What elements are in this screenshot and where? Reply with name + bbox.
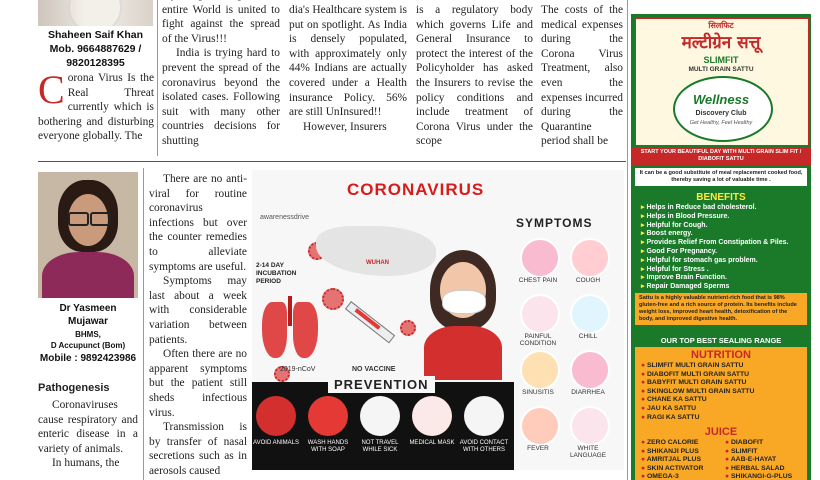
paragraph: Symptoms may last about a week with considerable variation between patients. xyxy=(149,275,247,346)
article-column-5 xyxy=(541,3,623,149)
incubation-label: 2-14 DAY INCUBATION PERIOD xyxy=(256,262,297,285)
paragraph: is a regulatory body which governs Life and General Insurance to protect the interest of the Policyholder has asked the Insurers to revise the policy conditions and include treatment of Corona Virus under the scope xyxy=(416,4,533,148)
infographic-title: CORONAVIRUS xyxy=(347,180,485,199)
paragraph: Often there are no apparent symptoms but the patient still sheds infectious virus. xyxy=(149,348,247,419)
benefits-title: BENEFITS xyxy=(696,192,746,203)
juice-item: ● ZERO CALORIE xyxy=(641,439,721,448)
author-name-2: Mujawar xyxy=(67,316,108,327)
benefit-item: ▸ Boost energy. xyxy=(641,230,811,239)
paragraph: entire World is united to fight against the spread of the Virus!!! xyxy=(162,3,280,45)
no-travel-icon xyxy=(360,396,400,436)
paragraph: However, Insurers xyxy=(303,120,387,133)
virus-icon xyxy=(400,320,416,336)
column-rule xyxy=(627,0,628,480)
syringe-icon xyxy=(345,301,395,343)
prevention-label: AVOID CONTACT WITH OTHERS xyxy=(459,440,509,453)
sattu-advertisement xyxy=(631,14,811,480)
nutrition-item: ● SKINGLOW MULTI GRAIN SATTU xyxy=(641,388,807,397)
juice-item: ● SHIKANGI-G-PLUS xyxy=(725,473,805,480)
fever-icon xyxy=(520,406,560,446)
wuhan-label: WUHAN xyxy=(366,260,389,266)
cough-icon xyxy=(570,238,610,278)
symptom-label: PAINFUL CONDITION xyxy=(519,333,557,347)
ncov-label: 2019-nCoV xyxy=(280,366,316,373)
juice-item: ● DIABOFIT xyxy=(725,439,805,448)
paragraph: The costs of the medical expenses during the Corona Virus Treatment, also even the expenses incurred during the Quarantine period shall be xyxy=(541,4,623,148)
paragraph: In humans, the xyxy=(52,457,120,470)
paragraph: There are no anti-viral for routine coronavirus infections but over the counter remedies to alleviate symptoms are useful. xyxy=(149,173,247,273)
nutrition-item: ● CHANE KA SATTU xyxy=(641,396,807,405)
range-title: OUR TOP BEST SEALING RANGE xyxy=(660,336,782,345)
brand-title: मल्टीग्रेन सत्तू xyxy=(681,33,761,53)
medical-mask-icon xyxy=(412,396,452,436)
multigrain-label: MULTI GRAIN SATTU xyxy=(688,66,754,73)
author-mobile-2: 9820128395 xyxy=(66,57,125,69)
nutrition-item: ● DIABOFIT MULTI GRAIN SATTU xyxy=(641,371,807,380)
juice-item: ● SHIKANJI PLUS xyxy=(641,448,721,457)
chill-icon xyxy=(570,294,610,334)
virus-icon xyxy=(322,288,344,310)
juice-item: ● HERBAL SALAD xyxy=(725,465,805,474)
benefit-item: ▸ Provides Relief From Constipation & Piles. xyxy=(641,239,811,248)
juice-item: ● AMRITJAL PLUS xyxy=(641,456,721,465)
infographic-tag: awarenessdrive xyxy=(260,214,310,221)
pathogenesis-column xyxy=(38,398,138,471)
symptom-label: SINUSITIS xyxy=(522,389,554,396)
benefit-item: ▸ Improve Brain Function. xyxy=(641,274,811,283)
wash-hands-icon xyxy=(308,396,348,436)
author-photo-yasmeen xyxy=(38,172,138,298)
column-rule xyxy=(157,0,158,156)
symptoms-title: SYMPTOMS xyxy=(516,216,593,230)
juice-list-right xyxy=(725,439,805,480)
avoid-contact-icon xyxy=(464,396,504,436)
slimfit-label: SLIMFIT xyxy=(703,55,739,65)
section-heading: Pathogenesis xyxy=(38,382,110,394)
intro-column xyxy=(38,67,154,144)
juice-item: ● OMEGA-3 xyxy=(641,473,721,480)
juice-item: ● SKIN ACTIVATOR xyxy=(641,465,721,474)
article-column-3 xyxy=(289,3,407,134)
column-rule xyxy=(143,168,144,480)
paragraph: dia's Healthcare system is put on spotlight. As India is densely populated, with approximately only 44% Indians are actually covered under a Health insurance Policy. 56% are still UnInsured!! xyxy=(289,4,407,119)
symptom-label: WHITE LANGUAGE xyxy=(569,445,607,459)
article-column-4 xyxy=(416,3,533,149)
section-divider xyxy=(38,161,626,162)
prevention-label: NOT TRAVEL WHILE SICK xyxy=(361,440,399,453)
benefits-list xyxy=(633,204,811,292)
prevention-label: WASH HANDS WITH SOAP xyxy=(307,440,349,453)
symptom-label: CHEST PAIN xyxy=(518,277,558,284)
benefit-item: ▸ Helpful for Cough. xyxy=(641,222,811,231)
article-column-mid xyxy=(149,172,247,478)
nutrition-item: ● JAU KA SATTU xyxy=(641,405,807,414)
club-tagline: Get Healthy, Feel Healthy xyxy=(689,120,753,126)
juice-list-left xyxy=(641,439,721,480)
prevention-label: MEDICAL MASK xyxy=(409,440,455,446)
paragraph: Coronaviruses cause respiratory and enteric disease in a variety of animals. xyxy=(38,399,138,455)
juice-item: ● SLIMFIT xyxy=(725,448,805,457)
painful-condition-icon xyxy=(520,294,560,334)
intro-text: orona Virus Is the Real Threat currently which is bothering and disturbing everyone globally. The xyxy=(38,72,154,143)
club-name-2: Discovery Club xyxy=(695,110,747,117)
prevention-label: AVOID ANIMALS xyxy=(253,440,299,446)
wellness-logo xyxy=(673,76,773,142)
nutrition-item: ● RAGI KA SATTU xyxy=(641,414,807,423)
symptom-label: DIARRHEA xyxy=(571,389,605,396)
benefit-item: ▸ Helps in Reduce bad cholesterol. xyxy=(641,204,811,213)
symptom-label: CHILL xyxy=(578,333,598,340)
chest-pain-icon xyxy=(520,238,560,278)
benefit-item: ▸ Helps in Blood Pressure. xyxy=(641,213,811,222)
author-photo-shaheen xyxy=(38,0,153,26)
nutrition-item: ● BABYFIT MULTI GRAIN SATTU xyxy=(641,379,807,388)
sinusitis-icon xyxy=(520,350,560,390)
juice-item: ● AAB-E-HAYAT xyxy=(725,456,805,465)
nutrition-list xyxy=(641,362,807,422)
nutrition-title: NUTRITION xyxy=(691,349,751,361)
diarrhea-icon xyxy=(570,350,610,390)
benefit-item: ▸ Repair Damaged Sperms xyxy=(641,283,811,292)
symptom-label: FEVER xyxy=(527,445,549,452)
author-name: Dr Yasmeen xyxy=(59,303,117,314)
lungs-icon xyxy=(260,296,320,360)
dropcap: C xyxy=(38,67,65,112)
benefit-item: ▸ Helpful for stomach gas problem. xyxy=(641,257,811,266)
article-column-2 xyxy=(162,0,280,149)
benefit-item: ▸ Helpful for Stress . xyxy=(641,266,811,275)
nutrition-item: ● SLIMFIT MULTI GRAIN SATTU xyxy=(641,362,807,371)
paragraph: Transmission is by transfer of nasal secretions such as in aerosols caused xyxy=(149,421,247,477)
author-name: Shaheen Saif Khan xyxy=(47,29,144,41)
prevention-title: PREVENTION xyxy=(328,376,435,393)
symptom-label: COUGH xyxy=(575,277,601,284)
white-tongue-icon xyxy=(570,406,610,446)
paragraph: India is trying hard to prevent the spread of the coronavirus beyond the isolated cases. Following suit with many other countries decisions for shutting xyxy=(162,47,280,147)
no-vaccine-label: NO VACCINE xyxy=(352,366,396,373)
coronavirus-infographic xyxy=(252,170,624,470)
ad-intro: It can be a good substitute of meal replacement cooked food, thereby saving a lot of valuable time . xyxy=(635,168,807,186)
masked-person-illustration xyxy=(418,240,508,380)
benefit-item: ▸ Good For Pregnancy. xyxy=(641,248,811,257)
author-mobile: Mob. 9664887629 / xyxy=(49,43,142,55)
author-degree: BHMS, xyxy=(75,330,101,339)
sattu-info: Sattu is a highly valuable nutrient-rich food that is 98% gluten-free and a rich source of protein. Its benefits include weight loss, improved heart health, detoxification of the body, and improved digestive health. xyxy=(635,293,807,325)
bat-icon xyxy=(256,396,296,436)
ad-banner: START YOUR BEAUTIFUL DAY WITH MULTI GRAIN SLIM FIT / DIABOFIT SATTU xyxy=(631,147,811,165)
author-degree-2: D Accupunct (Bom) xyxy=(50,341,126,350)
juice-title: JUICE xyxy=(704,426,738,438)
author-mobile: Mobile : 9892423986 xyxy=(39,353,137,364)
club-name: Wellness xyxy=(692,92,750,107)
brand-top: सिलफिट xyxy=(708,21,734,30)
